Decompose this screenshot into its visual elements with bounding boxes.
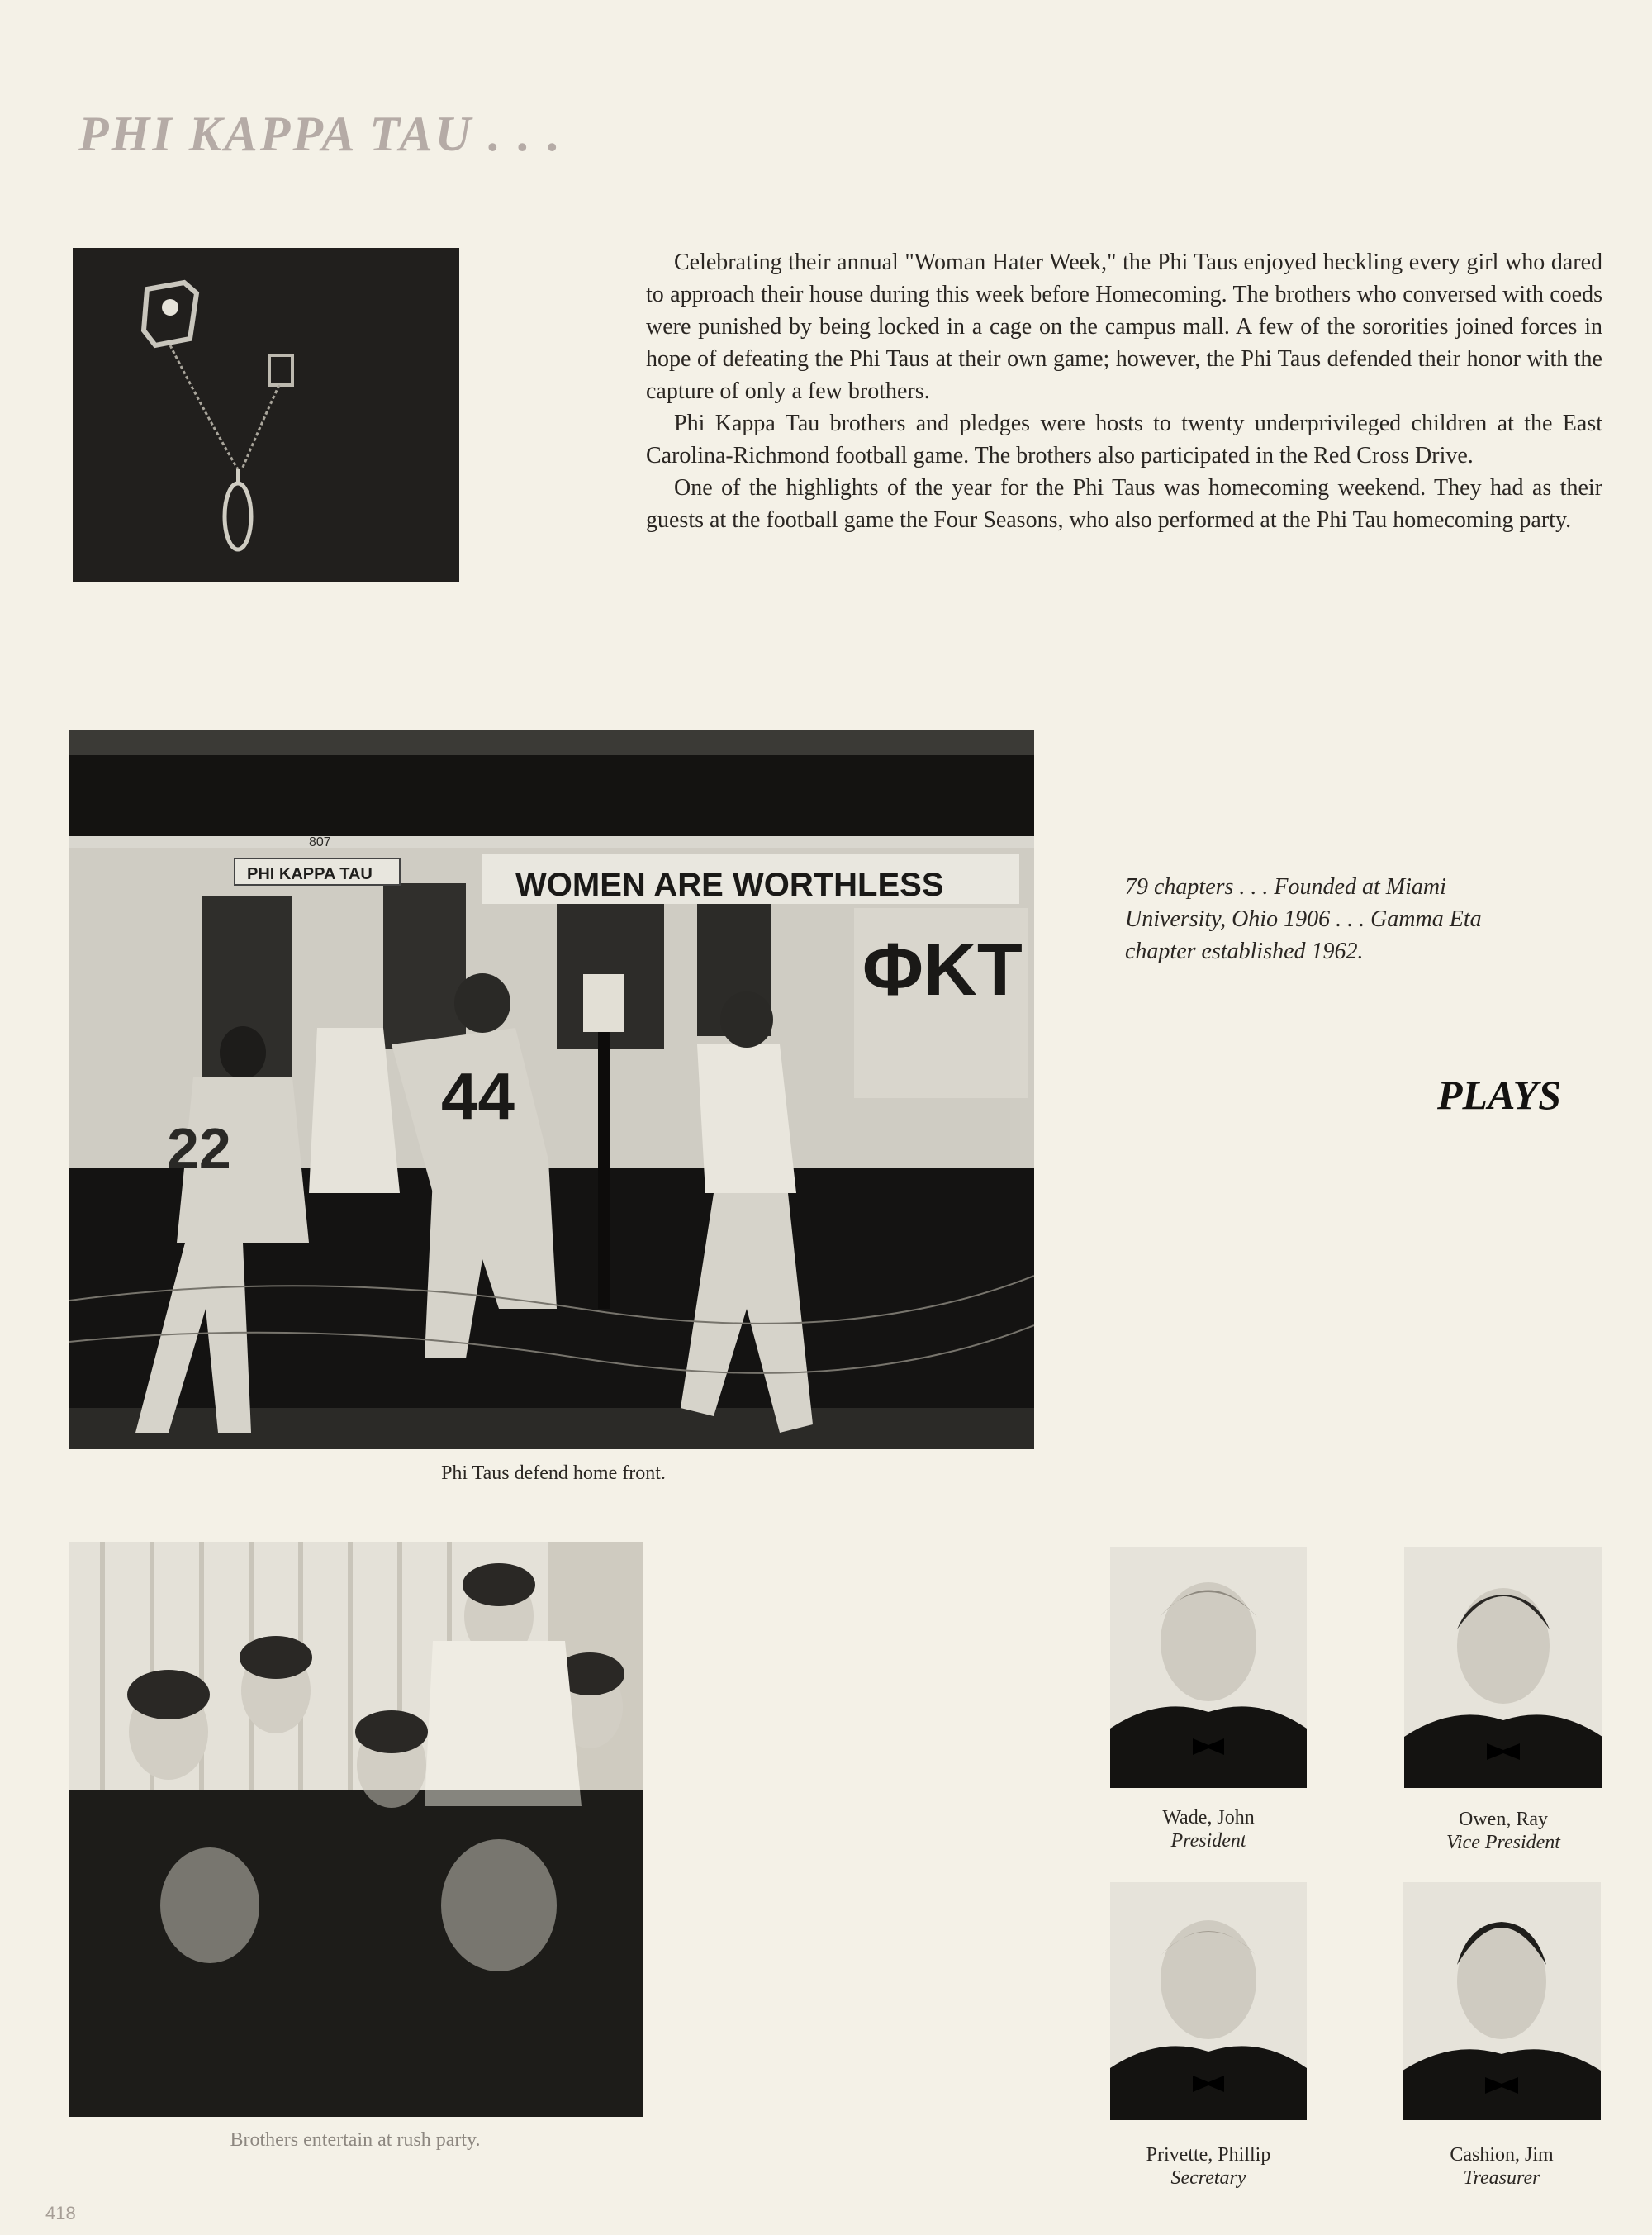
officer-role: Secretary (1170, 2167, 1246, 2189)
officer-caption (1101, 1806, 1316, 1852)
plays-heading: PLAYS (1437, 1072, 1562, 1118)
fraternity-pin-photo (73, 248, 459, 582)
officer-portrait (1110, 1547, 1307, 1788)
officer-name: Owen, Ray (1459, 1809, 1548, 1830)
banner-text: WOMEN ARE WORTHLESS (515, 867, 944, 903)
officer-role: President (1170, 1830, 1246, 1852)
rush-party-photo (69, 1542, 643, 2117)
officer-caption (1396, 1808, 1611, 1854)
rush-photo-caption: Brothers entertain at rush party. (230, 2129, 481, 2151)
officer-name: Wade, John (1162, 1807, 1255, 1828)
house-front-photo (69, 730, 1034, 1449)
officer-caption (1101, 2143, 1316, 2190)
jersey-number-left: 22 (167, 1116, 231, 1181)
officer-role: Treasurer (1463, 2167, 1540, 2189)
house-number: 807 (309, 835, 331, 849)
article-body (646, 246, 1602, 536)
officer-portrait (1404, 1547, 1602, 1788)
front-photo-caption: Phi Taus defend home front. (441, 1462, 666, 1484)
house-sign: PHI KAPPA TAU (247, 865, 373, 883)
page-number: 418 (45, 2203, 76, 2223)
officer-portrait (1110, 1882, 1307, 2120)
greek-letters: ΦKT (862, 929, 1023, 1011)
article-paragraph: One of the highlights of the year for the Phi Taus was homecoming weekend. They had as their guests at the football game the Four Seasons, who also performed at the Phi Tau homecoming party. (646, 475, 1602, 533)
chapter-info: 79 chapters . . . Founded at Miami University, Ohio 1906 . . . Gamma Eta chapter established 1962. (1125, 874, 1482, 964)
officer-role: Vice President (1446, 1832, 1560, 1853)
officer-name: Privette, Phillip (1146, 2144, 1271, 2166)
officer-name: Cashion, Jim (1450, 2144, 1554, 2166)
page-title: PHI KAPPA TAU . . . (78, 107, 563, 161)
article-paragraph: Celebrating their annual "Woman Hater Week," the Phi Taus enjoyed heckling every girl who dared to approach their house during this week before Homecoming. The brothers who conversed with coeds were punished by being locked in a cage on the campus mall. A few of the sororities joined forces in hope of defeating the Phi Taus at their own game; however, the Phi Taus defended their honor with the capture of only a few brothers. (646, 250, 1602, 404)
article-paragraph: Phi Kappa Tau brothers and pledges were hosts to twenty underprivileged children at the East Carolina-Richmond football game. The brothers also participated in the Red Cross Drive. (646, 411, 1602, 468)
officer-caption (1394, 2143, 1609, 2190)
jersey-number-right: 44 (441, 1059, 515, 1133)
officer-portrait (1403, 1882, 1601, 2120)
